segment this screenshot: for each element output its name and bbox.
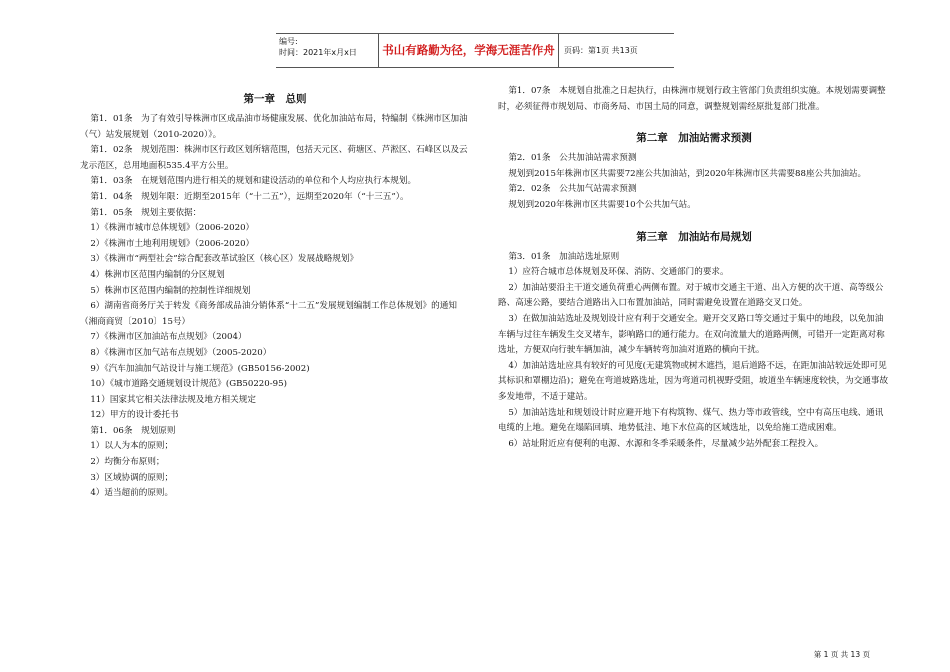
principle-item: 3）区域协调的原则； [90, 472, 174, 483]
article-1-06: 第1．06条 规划原则 [90, 425, 176, 436]
basis-item: 7）《株洲市区加油站布点规划》（2004） [90, 332, 247, 343]
time-label: 时间：2021年x月x日 [279, 48, 357, 57]
principle-item: 2）均衡分布原则； [90, 457, 165, 468]
rule-item: 4）加油站选址应具有较好的可见度(无建筑物或树木遮挡，退后道路不远，在距加油站较远处即可见其标识和罩棚边沿)；避免在弯道坡路选址，因为弯道司机视野受阻，坡道坐车辆速度较快，为交通事故多发地带，不适于建站。 [498, 360, 889, 402]
basis-item: 5）株洲市区范围内编制的控制性详细规划 [90, 285, 251, 296]
article-1-07: 第1．07条 本规划自批准之日起执行，由株洲市规划行政主管部门负责组织实施。本规划需要调整时，必须征得市规划局、市商务局、市国土局的同意，调整规划需经原批复部门批准。 [498, 86, 886, 112]
basis-item: 8）《株洲市区加气站布点规划》（2005-2020） [90, 347, 272, 358]
article-1-02: 第1．02条 规划范围：株洲市区行政区划所辖范围，包括天元区、荷塘区、芦淞区、石峰区以及云龙示范区，总用地面积535.4平方公里。 [80, 145, 468, 171]
header-page-label: 页码：第1页 共13页 [564, 46, 638, 55]
article-1-03: 第1．03条 在规划范围内进行相关的规划和建设活动的单位和个人均应执行本规划。 [90, 176, 417, 187]
article-1-05: 第1．05条 规划主要依据： [90, 207, 202, 218]
article-3-01: 第3．01条 加油站选址原则 [508, 251, 620, 262]
rule-item: 5）加油站选址和规划设计时应避开地下有构筑物、煤气、热力等市政管线，空中有高压电线、通讯电缆的上地。避免在塌陷回填、地势低洼、地下水位高的区域选址，以免给施工造成困难。 [498, 407, 884, 434]
rule-item: 2）加油站要沿主干道交通负荷重心两侧布置。对于城市交通主干道、出入方便的次干道、高等级公路、高速公路，要结合道路出入口布置加油站，同时需避免设置在道路交叉口处。 [498, 282, 884, 309]
basis-item: 1）《株洲市城市总体规划》（2006-2020） [90, 223, 255, 234]
article-2-01-text: 规划到2015年株洲市区共需要72座公共加油站，到2020年株洲市区共需要88座公共加油站。 [508, 168, 867, 179]
page-header [276, 33, 674, 68]
code-label: 编号: [279, 37, 298, 46]
basis-item: 12）甲方的设计委托书 [90, 410, 179, 421]
chapter-2-title: 第二章 加油站需求预测 [636, 132, 752, 145]
article-2-02: 第2．02条 公共加气站需求预测 [508, 184, 637, 195]
header-meta [276, 34, 379, 67]
basis-item: 11）国家其它相关法律法规及地方相关规定 [90, 394, 256, 405]
article-1-01: 第1．01条 为了有效引导株洲市区成品油市场健康发展、优化加油站布局，特编制《株洲市区加油（气）站发展规划（2010-2020）》。 [80, 114, 468, 140]
header-motto: 书山有路勤为径，学海无涯苦作舟 [379, 34, 559, 67]
article-1-04: 第1．04条 规划年限：近期至2015年（“十二五”），远期至2020年（“十三五”）。 [90, 191, 409, 202]
principle-item: 1）以人为本的原则； [90, 441, 174, 452]
rule-item: 1）应符合城市总体规划及环保、消防、交通部门的要求。 [508, 267, 729, 278]
basis-item: 9）《汽车加油加气站设计与施工规范》(GB50156-2002) [90, 363, 310, 374]
rule-item: 6）站址附近应有便利的电源、水源和冬季采暖条件，尽量减少站外配套工程投入。 [508, 438, 824, 449]
rule-item: 3）在做加油站选址及规划设计应有利于交通安全。避开交叉路口等交通过于集中的地段，以免加油车辆与过往车辆发生交叉堵车，影响路口的通行能力。在双向流量大的道路两侧，可错开一定距离对称选址，方便双向行驶车辆加油，减少车辆转弯加油对道路的横向干扰。 [498, 313, 885, 356]
chapter-3-title: 第三章 加油站布局规划 [636, 230, 752, 243]
principle-item: 4）适当超前的原则。 [90, 488, 174, 499]
basis-item: 6）湖南省商务厅关于转发《商务部成品油分销体系“十二五”发展规划编制工作总体规划》的通知（湘商商贸〔2010〕15号） [80, 301, 457, 327]
right-column [498, 84, 890, 452]
chapter-1-title: 第一章 总则 [243, 93, 307, 105]
basis-item: 2）《株洲市土地利用规划》（2006-2020） [90, 238, 255, 249]
basis-item: 4）株洲市区范围内编制的分区规划 [90, 269, 225, 280]
basis-item: 3）《株洲市“两型社会”综合配套改革试验区（核心区）发展战略规划》 [90, 254, 359, 265]
page-footer: 第 1 页 共 13 页 [813, 650, 870, 659]
left-column [80, 86, 470, 502]
article-2-02-text: 规划到2020年株洲市区共需要10个公共加气站。 [508, 199, 696, 210]
basis-item: 10）《城市道路交通规划设计规范》(GB50220-95) [90, 379, 287, 390]
article-2-01: 第2．01条 公共加油站需求预测 [508, 153, 637, 164]
